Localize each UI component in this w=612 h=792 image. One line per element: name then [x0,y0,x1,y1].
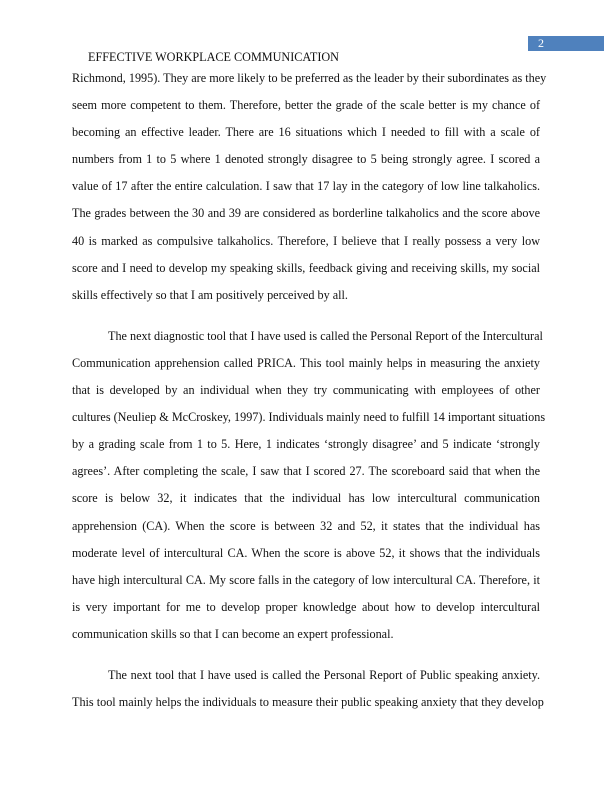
text-line: is very important for me to develop proper knowledge about how to develop intercultural [72,599,540,614]
paragraph [72,327,546,652]
text-line: This tool mainly helps the individuals to measure their public speaking anxiety that they develop [72,695,544,710]
text-line: seem more competent to them. Therefore, better the grade of the scale better is my chance of [72,98,540,113]
text-line: skills effectively so that I am positively perceived by all. [72,287,348,302]
text-line: agrees’. After completing the scale, I saw that I scored 27. The scoreboard said that when the [72,464,540,479]
text-line: apprehension (CA). When the score is between 32 and 52, it states that the individual has [72,518,540,533]
text-line: The next diagnostic tool that I have used is called the Personal Report of the Intercultural [108,328,543,343]
document-body [72,69,547,734]
text-line: Communication apprehension called PRICA. This tool mainly helps in measuring the anxiety [72,355,540,370]
text-line: The grades between the 30 and 39 are considered as borderline talkaholics and the score above [72,206,540,221]
text-line: score and I need to develop my speaking skills, feedback giving and receiving skills, my social [72,260,540,275]
text-line: cultures (Neuliep & McCroskey, 1997). Individuals mainly need to fulfill 14 important situations [72,410,546,425]
text-line: 40 is marked as compulsive talkaholics. Therefore, I believe that I really possess a very low [72,233,540,248]
text-line: The next tool that I have used is called the Personal Report of Public speaking anxiety. [108,667,540,682]
text-line: communication skills so that I can become an expert professional. [72,626,394,641]
text-line: Richmond, 1995). They are more likely to be preferred as the leader by their subordinates as they [72,71,547,85]
text-line: value of 17 after the entire calculation. I saw that 17 lay in the category of low line talkaholics. [72,179,540,194]
paragraph [72,666,544,720]
text-line: numbers from 1 to 5 where 1 denoted strongly disagree to 5 being strongly agree. I scored a [72,152,540,167]
running-header: EFFECTIVE WORKPLACE COMMUNICATION [88,50,339,64]
text-line: by a grading scale from 1 to 5. Here, 1 indicates ‘strongly disagree’ and 5 indicate ‘strongly [72,437,540,452]
text-line: that is developed by an individual when they try communicating with employees of other [72,383,540,398]
text-line: score is below 32, it indicates that the individual has low intercultural communication [72,491,540,506]
paragraph [72,69,547,313]
text-line: moderate level of intercultural CA. When the score is above 52, it shows that the individuals [72,545,540,560]
page-number: 2 [528,36,604,51]
text-line: becoming an effective leader. There are 16 situations which I needed to fill with a scale of [72,125,540,140]
text-line: have high intercultural CA. My score falls in the category of low intercultural CA. Therefore, it [72,572,540,587]
